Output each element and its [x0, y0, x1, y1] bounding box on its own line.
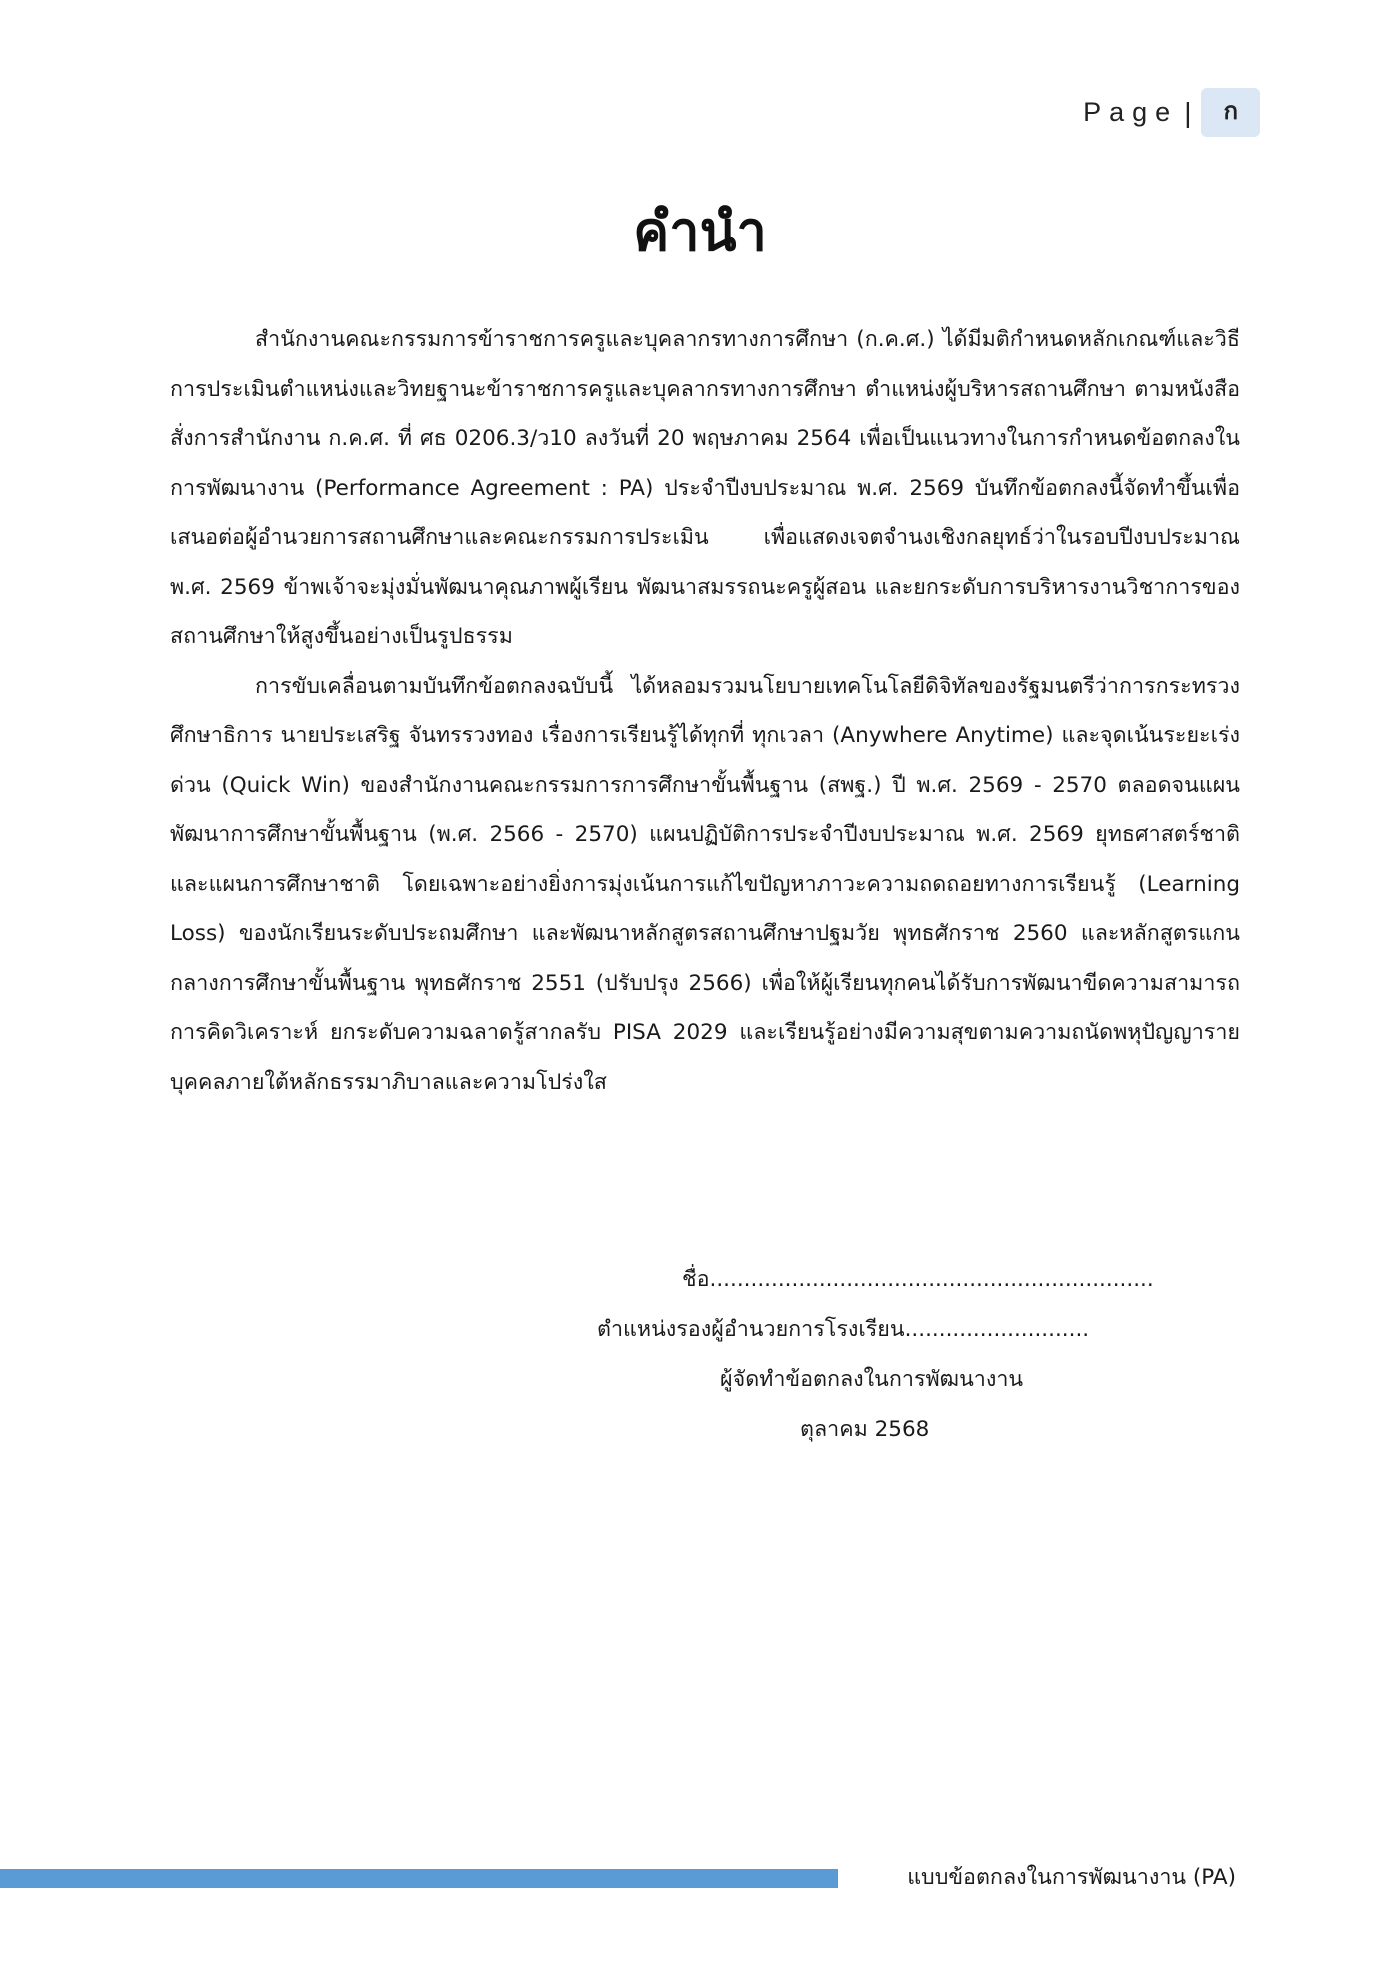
page-separator: | — [1184, 96, 1192, 128]
footer-accent-bar — [0, 1869, 838, 1888]
page-number-badge: ก — [1201, 88, 1260, 137]
signature-role-line: ผู้จัดทำข้อตกลงในการพัฒนางาน — [720, 1367, 1024, 1392]
footer-text: แบบข้อตกลงในการพัฒนางาน (PA) — [907, 1865, 1236, 1890]
document-title: คำนำ — [633, 200, 767, 263]
signature-block — [540, 1255, 1154, 1455]
page-label: Page — [1083, 97, 1179, 127]
signature-name-line: ชื่อ................................................................. — [682, 1267, 1154, 1292]
preface-body — [170, 315, 1240, 1107]
page-header — [1083, 88, 1260, 137]
paragraph-2: การขับเคลื่อนตามบันทึกข้อตกลงฉบับนี้ ได้หลอมรวมนโยบายเทคโนโลยีดิจิทัลของรัฐมนตรีว่าการกระทรวงศึกษาธิการ นายประเสริฐ จันทรรวงทอง เรื่องการเรียนรู้ได้ทุกที่ ทุกเวลา (Anywhere Anytime) และจุดเน้นระยะเร่งด่วน (Quick Win) ของสำนักงานคณะกรรมการการศึกษาขั้นพื้นฐาน (สพฐ.) ปี พ.ศ. 2569 - 2570 ตลอดจนแผนพัฒนาการศึกษาขั้นพื้นฐาน (พ.ศ. 2566 - 2570) แผนปฏิบัติการประจำปีงบประมาณ พ.ศ. 2569 ยุทธศาสตร์ชาติ และแผนการศึกษาชาติ โดยเฉพาะอย่างยิ่งการมุ่งเน้นการแก้ไขปัญหาภาวะความถดถอยทางการเรียนรู้ (Learning Loss) ของนักเรียนระดับประถมศึกษา และพัฒนาหลักสูตรสถานศึกษาปฐมวัย พุทธศักราช 2560 และหลักสูตรแกนกลางการศึกษาขั้นพื้นฐาน พุทธศักราช 2551 (ปรับปรุง 2566) เพื่อให้ผู้เรียนทุกคนได้รับการพัฒนาขีดความสามารถการคิดวิเคราะห์ ยกระดับความฉลาดรู้สากลรับ PISA 2029 และเรียนรู้อย่างมีความสุขตามความถนัดพหุปัญญารายบุคคลภายใต้หลักธรรมาภิบาลและความโปร่งใส — [170, 673, 1240, 1095]
signature-position-line: ตำแหน่งรองผู้อำนวยการโรงเรียน........................... — [597, 1317, 1090, 1342]
signature-date-line: ตุลาคม 2568 — [800, 1417, 930, 1442]
paragraph-1: สำนักงานคณะกรรมการข้าราชการครูและบุคลากรทางการศึกษา (ก.ค.ศ.) ได้มีมติกำหนดหลักเกณฑ์และวิธีการประเมินตำแหน่งและวิทยฐานะข้าราชการครูและบุคลากรทางการศึกษา ตำแหน่งผู้บริหารสถานศึกษา ตามหนังสือสั่งการสำนักงาน ก.ค.ศ. ที่ ศธ 0206.3/ว10 ลงวันที่ 20 พฤษภาคม 2564 เพื่อเป็นแนวทางในการกำหนดข้อตกลงในการพัฒนางาน (Performance Agreement : PA) ประจำปีงบประมาณ พ.ศ. 2569 บันทึกข้อตกลงนี้จัดทำขึ้นเพื่อเสนอต่อผู้อำนวยการสถานศึกษาและคณะกรรมการประเมิน เพื่อแสดงเจตจำนงเชิงกลยุทธ์ว่าในรอบปีงบประมาณ พ.ศ. 2569 ข้าพเจ้าจะมุ่งมั่นพัฒนาคุณภาพผู้เรียน พัฒนาสมรรถนะครูผู้สอน และยกระดับการบริหารงานวิชาการของสถานศึกษาให้สูงขึ้นอย่างเป็นรูปธรรม — [170, 327, 1240, 649]
